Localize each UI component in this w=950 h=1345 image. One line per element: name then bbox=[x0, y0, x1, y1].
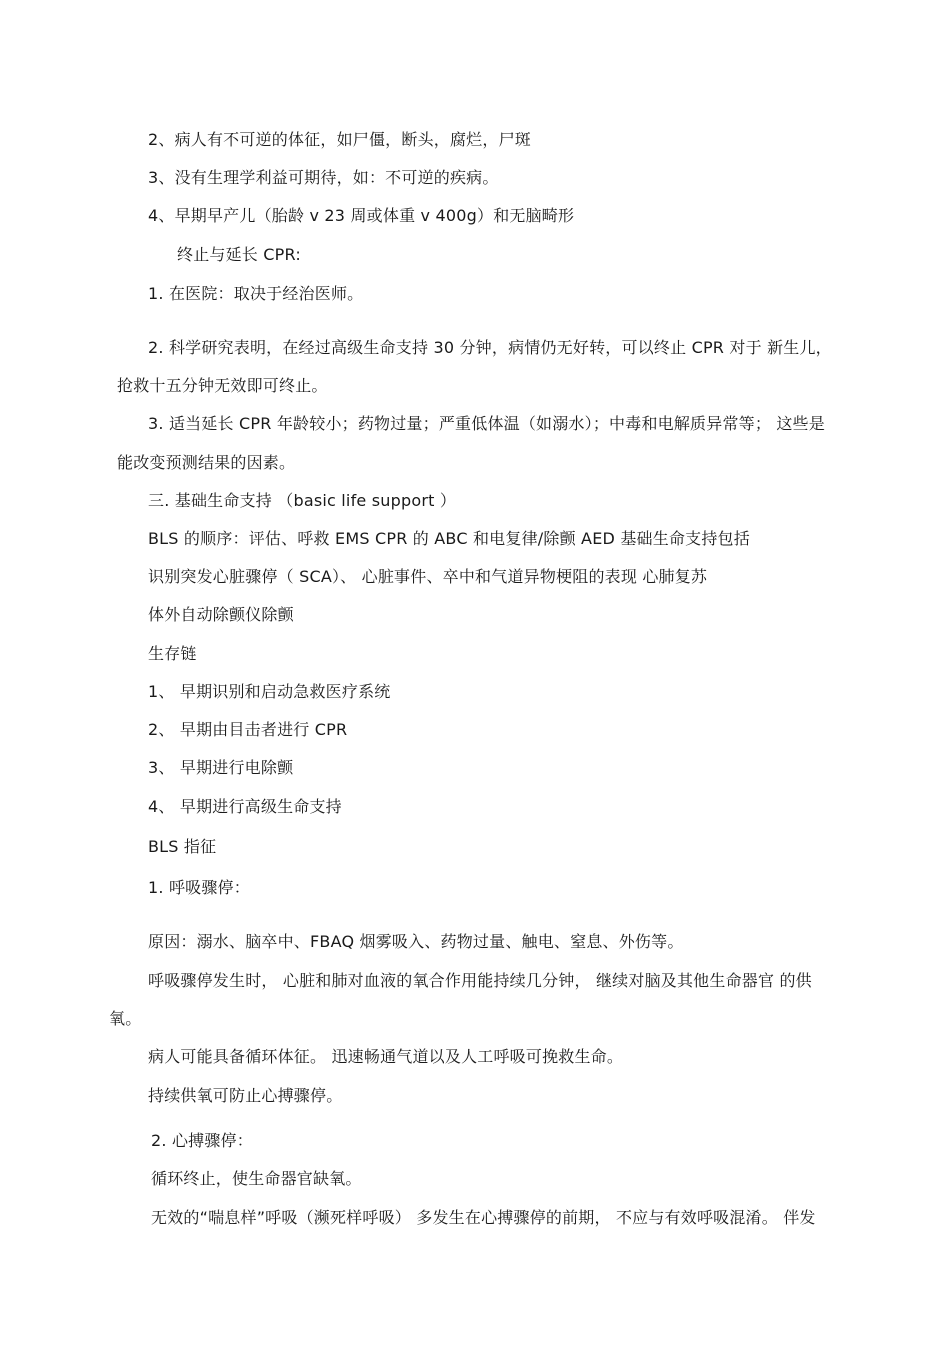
text-line: 持续供氧可防止心搏骤停。 bbox=[148, 1086, 343, 1105]
text-line: 无效的“喘息样”呼吸（濒死样呼吸） 多发生在心搏骤停的前期， 不应与有效呼吸混淆。 伴发 bbox=[151, 1208, 816, 1227]
text-line: 循环终止，使生命器官缺氧。 bbox=[151, 1169, 362, 1188]
section-heading: BLS 指征 bbox=[148, 837, 217, 856]
text-line: 4、早期早产儿（胎龄 v 23 周或体重 v 400g）和无脑畸形 bbox=[148, 206, 575, 225]
list-item: 3、 早期进行电除颤 bbox=[148, 758, 294, 777]
text-line: 3、没有生理学利益可期待，如：不可逆的疾病。 bbox=[148, 168, 499, 187]
text-line: 呼吸骤停发生时， 心脏和肺对血液的氧合作用能持续几分钟， 继续对脑及其他生命器官 的供 bbox=[148, 971, 812, 990]
list-item: 4、 早期进行高级生命支持 bbox=[148, 797, 342, 816]
text-line: 1. 呼吸骤停： bbox=[148, 878, 250, 897]
list-item: 1、 早期识别和启动急救医疗系统 bbox=[148, 682, 391, 701]
text-line: 氧。 bbox=[109, 1009, 142, 1028]
section-heading: 生存链 bbox=[148, 644, 197, 663]
list-item: 2、 早期由目击者进行 CPR bbox=[148, 720, 348, 739]
text-line: 病人可能具备循环体征。 迅速畅通气道以及人工呼吸可挽救生命。 bbox=[148, 1047, 624, 1066]
text-line: BLS 的顺序：评估、呼救 EMS CPR 的 ABC 和电复律/除颤 AED 基础生命支持包括 bbox=[148, 529, 750, 548]
text-line: 识别突发心脏骤停（ SCA）、 心脏事件、卒中和气道异物梗阻的表现 心肺复苏 bbox=[148, 567, 708, 586]
text-line: 2. 心搏骤停： bbox=[151, 1131, 253, 1150]
section-heading: 三. 基础生命支持 （basic life support ） bbox=[148, 491, 457, 510]
text-line: 3. 适当延长 CPR 年龄较小；药物过量；严重低体温（如溺水）；中毒和电解质异常等； 这些是 bbox=[148, 414, 825, 433]
section-heading: 终止与延长 CPR: bbox=[177, 245, 301, 264]
text-line: 1. 在医院：取决于经治医师。 bbox=[148, 284, 364, 303]
text-line: 原因：溺水、脑卒中、FBAQ 烟雾吸入、药物过量、触电、窒息、外伤等。 bbox=[148, 932, 684, 951]
text-line: 2、病人有不可逆的体征，如尸僵，断头，腐烂，尸斑 bbox=[148, 130, 531, 149]
text-line: 能改变预测结果的因素。 bbox=[117, 453, 296, 472]
text-line: 抢救十五分钟无效即可终止。 bbox=[117, 376, 328, 395]
text-line: 体外自动除颤仪除颤 bbox=[148, 605, 294, 624]
text-line: 2. 科学研究表明，在经过高级生命支持 30 分钟，病情仍无好转，可以终止 CPR 对于 新生儿， bbox=[148, 338, 832, 357]
